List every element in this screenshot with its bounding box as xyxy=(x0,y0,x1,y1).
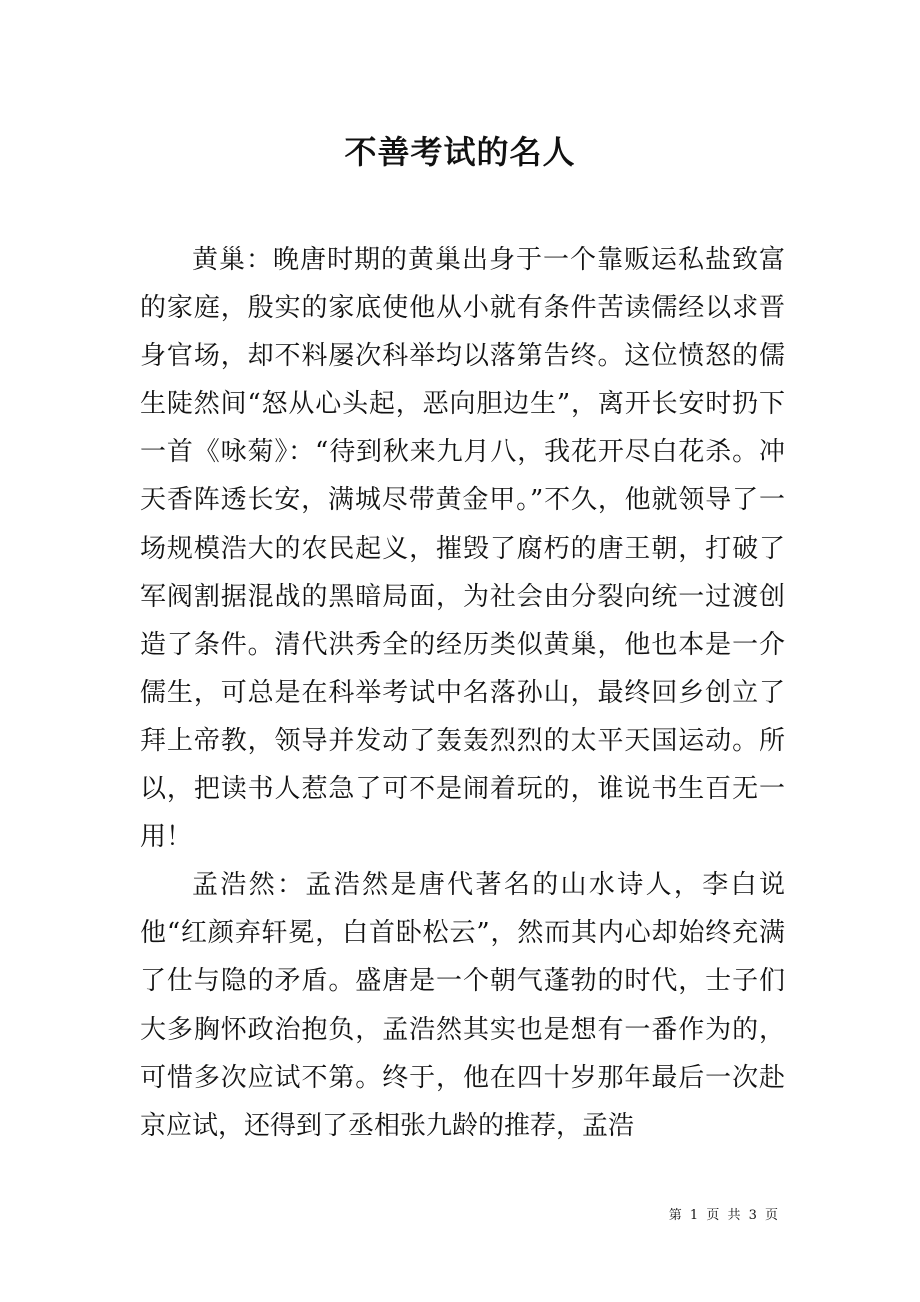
document-body xyxy=(140,236,785,1150)
paragraph-huang-chao: 黄巢：晚唐时期的黄巢出身于一个靠贩运私盐致富的家庭，殷实的家底使他从小就有条件苦读儒经以求晋身官场，却不料屡次科举均以落第告终。这位愤怒的儒生陡然间“怒从心头起，恶向胆边生”，离开长安时扔下一首《咏菊》：“待到秋来九月八，我花开尽白花杀。冲天香阵透长安，满城尽带黄金甲。”不久，他就领导了一场规模浩大的农民起义，摧毁了腐朽的唐王朝，打破了军阀割据混战的黑暗局面，为社会由分裂向统一过渡创造了条件。清代洪秀全的经历类似黄巢，他也本是一介儒生，可总是在科举考试中名落孙山，最终回乡创立了拜上帝教，领导并发动了轰轰烈烈的太平天国运动。所以，把读书人惹急了可不是闹着玩的，谁说书生百无一用！ xyxy=(140,245,785,853)
document-title: 不善考试的名人 xyxy=(344,133,576,171)
page-number-footer: 第 1 页 共 3 页 xyxy=(668,1208,780,1223)
paragraph-meng-haoran: 孟浩然：孟浩然是唐代著名的山水诗人，李白说他“红颜弃轩冕，白首卧松云”，然而其内心却始终充满了仕与隐的矛盾。盛唐是一个朝气蓬勃的时代，士子们大多胸怀政治抱负，孟浩然其实也是想有一番作为的，可惜多次应试不第。终于，他在四十岁那年最后一次赴京应试，还得到了丞相张九龄的推荐，孟浩 xyxy=(140,870,785,1141)
